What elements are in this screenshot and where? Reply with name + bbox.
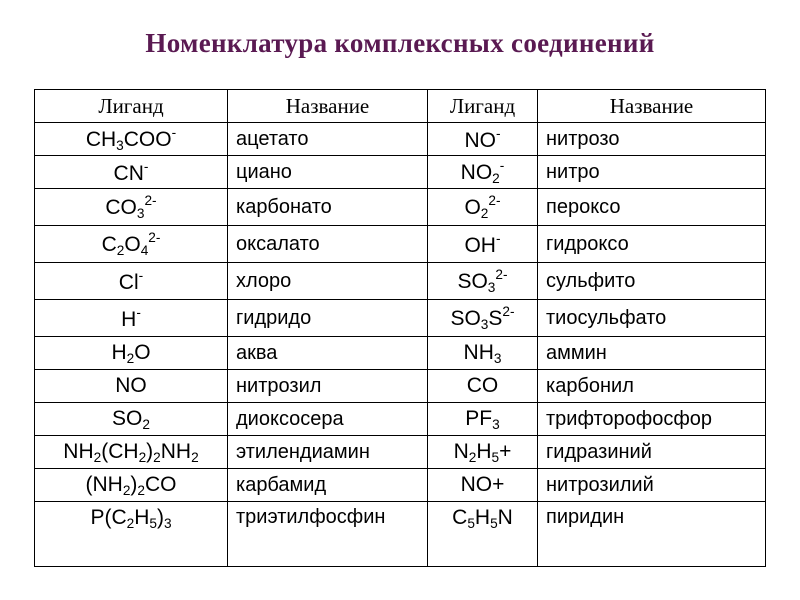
table-row: [35, 123, 766, 156]
ligand-name: этилендиамин: [228, 436, 428, 469]
table-header-row: [35, 90, 766, 123]
formula-text: OH: [464, 233, 496, 257]
ligand-formula: [35, 502, 228, 567]
formula-text: ): [146, 439, 154, 463]
formula-sub: 2: [116, 243, 125, 258]
table-row: [35, 436, 766, 469]
table-body: [35, 123, 766, 567]
formula-sub: 5: [149, 516, 157, 531]
ligand-name: тиосульфато: [538, 300, 766, 337]
formula-sub: 2: [126, 350, 135, 366]
ligand-formula: [35, 226, 228, 263]
formula-sup: 2-: [144, 193, 157, 208]
ligand-name: сульфито: [538, 263, 766, 300]
formula-sub: 2: [137, 482, 145, 498]
ligand-name: пероксо: [538, 189, 766, 226]
formula-text: NO: [460, 161, 493, 184]
ligand-name: аква: [228, 337, 428, 370]
formula-text: ): [130, 472, 138, 496]
formula-sup: -: [136, 304, 141, 320]
formula-text: (CH: [101, 439, 139, 463]
formula-sub: 2: [142, 416, 150, 432]
ligand-name: пиридин: [538, 502, 766, 567]
formula-text: SO: [450, 307, 481, 330]
ligand-formula: [35, 436, 228, 469]
ligand-name: диоксосера: [228, 403, 428, 436]
formula-text: S: [488, 307, 503, 330]
table-row: [35, 502, 766, 567]
formula-sub: 3: [163, 516, 172, 531]
ligand-formula: [428, 123, 538, 156]
page-title: Номенклатура комплексных соединений: [145, 28, 655, 58]
formula-text: ): [156, 506, 164, 529]
table-row: [35, 403, 766, 436]
ligand-formula: [428, 403, 538, 436]
formula-text: NO: [464, 128, 496, 152]
formula-text: CO: [145, 472, 177, 496]
ligand-name: карбонато: [228, 189, 428, 226]
ligand-table: [34, 89, 766, 567]
formula-text: H: [474, 506, 491, 529]
ligand-name: нитрозил: [228, 370, 428, 403]
ligand-name: карбамид: [228, 469, 428, 502]
table-row: [35, 370, 766, 403]
formula-sup: -: [499, 158, 505, 173]
ligand-formula: [428, 502, 538, 567]
ligand-formula: [35, 156, 228, 189]
ligand-name: карбонил: [538, 370, 766, 403]
formula-text: H: [121, 307, 137, 331]
ligand-name: триэтилфосфин: [228, 502, 428, 567]
ligand-name: нитрозо: [538, 123, 766, 156]
ligand-name: гидразиний: [538, 436, 766, 469]
ligand-formula: [35, 370, 228, 403]
formula-text: P(C: [90, 506, 127, 529]
formula-text: CN: [113, 161, 144, 185]
header-name: Название: [538, 90, 766, 123]
formula-text: COO: [123, 128, 172, 151]
formula-sub: 5: [490, 516, 498, 531]
table-row: [35, 263, 766, 300]
formula-sup: 2-: [502, 304, 515, 319]
ligand-formula: [35, 189, 228, 226]
ligand-formula: [428, 263, 538, 300]
ligand-formula: [428, 370, 538, 403]
formula-sup: 2-: [488, 193, 501, 208]
ligand-formula: [428, 156, 538, 189]
ligand-formula: [428, 436, 538, 469]
ligand-name: аммин: [538, 337, 766, 370]
formula-text: C: [452, 506, 468, 529]
formula-sub: 2: [480, 206, 489, 221]
formula-sub: 3: [480, 317, 489, 332]
formula-sub: 3: [492, 416, 500, 432]
formula-sup: -: [138, 267, 144, 283]
table-row: [35, 226, 766, 263]
formula-text: NO: [115, 374, 147, 397]
ligand-formula: [35, 123, 228, 156]
formula-sub: 4: [140, 243, 149, 258]
formula-sub: 2: [492, 171, 500, 186]
ligand-formula: [35, 469, 228, 502]
formula-text: C: [101, 233, 117, 256]
formula-sub: 5: [491, 449, 500, 465]
formula-sub: 5: [467, 516, 475, 531]
ligand-name: циано: [228, 156, 428, 189]
formula-text: Cl: [118, 270, 139, 294]
formula-sup: -: [171, 125, 177, 140]
table-row: [35, 189, 766, 226]
formula-sup: 2-: [495, 267, 508, 282]
formula-sup: 2-: [148, 230, 161, 245]
formula-sub: 2: [191, 449, 199, 465]
formula-text: O: [464, 196, 481, 219]
formula-text: H: [476, 439, 492, 463]
formula-sup: -: [495, 230, 501, 246]
formula-text: CH: [85, 128, 117, 151]
formula-text: NH: [160, 439, 192, 463]
formula-text: O: [124, 233, 141, 256]
formula-sub: 3: [136, 206, 145, 221]
ligand-formula: [35, 337, 228, 370]
ligand-formula: [428, 469, 538, 502]
ligand-name: нитрозилий: [538, 469, 766, 502]
header-name: Название: [228, 90, 428, 123]
formula-text: NO+: [460, 473, 505, 496]
ligand-name: оксалато: [228, 226, 428, 263]
formula-text: NH: [463, 340, 494, 364]
formula-sub: 2: [468, 449, 477, 465]
ligand-formula: [428, 300, 538, 337]
formula-text: O: [134, 340, 151, 364]
formula-sup: -: [143, 158, 149, 174]
formula-text: H: [134, 506, 150, 529]
ligand-formula: [428, 226, 538, 263]
ligand-formula: [35, 263, 228, 300]
formula-text: NH: [63, 439, 94, 463]
table-row: [35, 337, 766, 370]
formula-text: CO: [466, 374, 499, 397]
formula-sup: -: [495, 125, 501, 141]
ligand-formula: [35, 403, 228, 436]
table-row: [35, 156, 766, 189]
header-ligand: Лиганд: [428, 90, 538, 123]
formula-text: SO: [457, 270, 488, 293]
ligand-name: гидроксо: [538, 226, 766, 263]
formula-sub: 2: [153, 449, 161, 465]
formula-sub: 2: [138, 449, 147, 465]
ligand-formula: [428, 337, 538, 370]
ligand-name: гидридо: [228, 300, 428, 337]
formula-text: +: [499, 439, 512, 463]
ligand-name: хлоро: [228, 263, 428, 300]
ligand-formula: [428, 189, 538, 226]
formula-text: N: [453, 439, 469, 463]
formula-text: CO: [105, 196, 137, 219]
formula-text: N: [497, 506, 513, 529]
ligand-name: трифторофосфор: [538, 403, 766, 436]
ligand-name: ацетато: [228, 123, 428, 156]
formula-sub: 2: [122, 482, 131, 498]
formula-sub: 3: [493, 350, 502, 366]
table-row: [35, 469, 766, 502]
table-row: [35, 300, 766, 337]
formula-text: H: [111, 340, 127, 364]
ligand-formula: [35, 300, 228, 337]
formula-sub: 3: [487, 280, 496, 295]
formula-sub: 3: [116, 138, 124, 153]
formula-sub: 2: [126, 516, 135, 531]
formula-text: SO: [112, 406, 143, 430]
header-ligand: Лиганд: [35, 90, 228, 123]
formula-text: (NH: [85, 472, 123, 496]
formula-sub: 2: [93, 449, 102, 465]
ligand-name: нитро: [538, 156, 766, 189]
formula-text: PF: [465, 406, 493, 430]
